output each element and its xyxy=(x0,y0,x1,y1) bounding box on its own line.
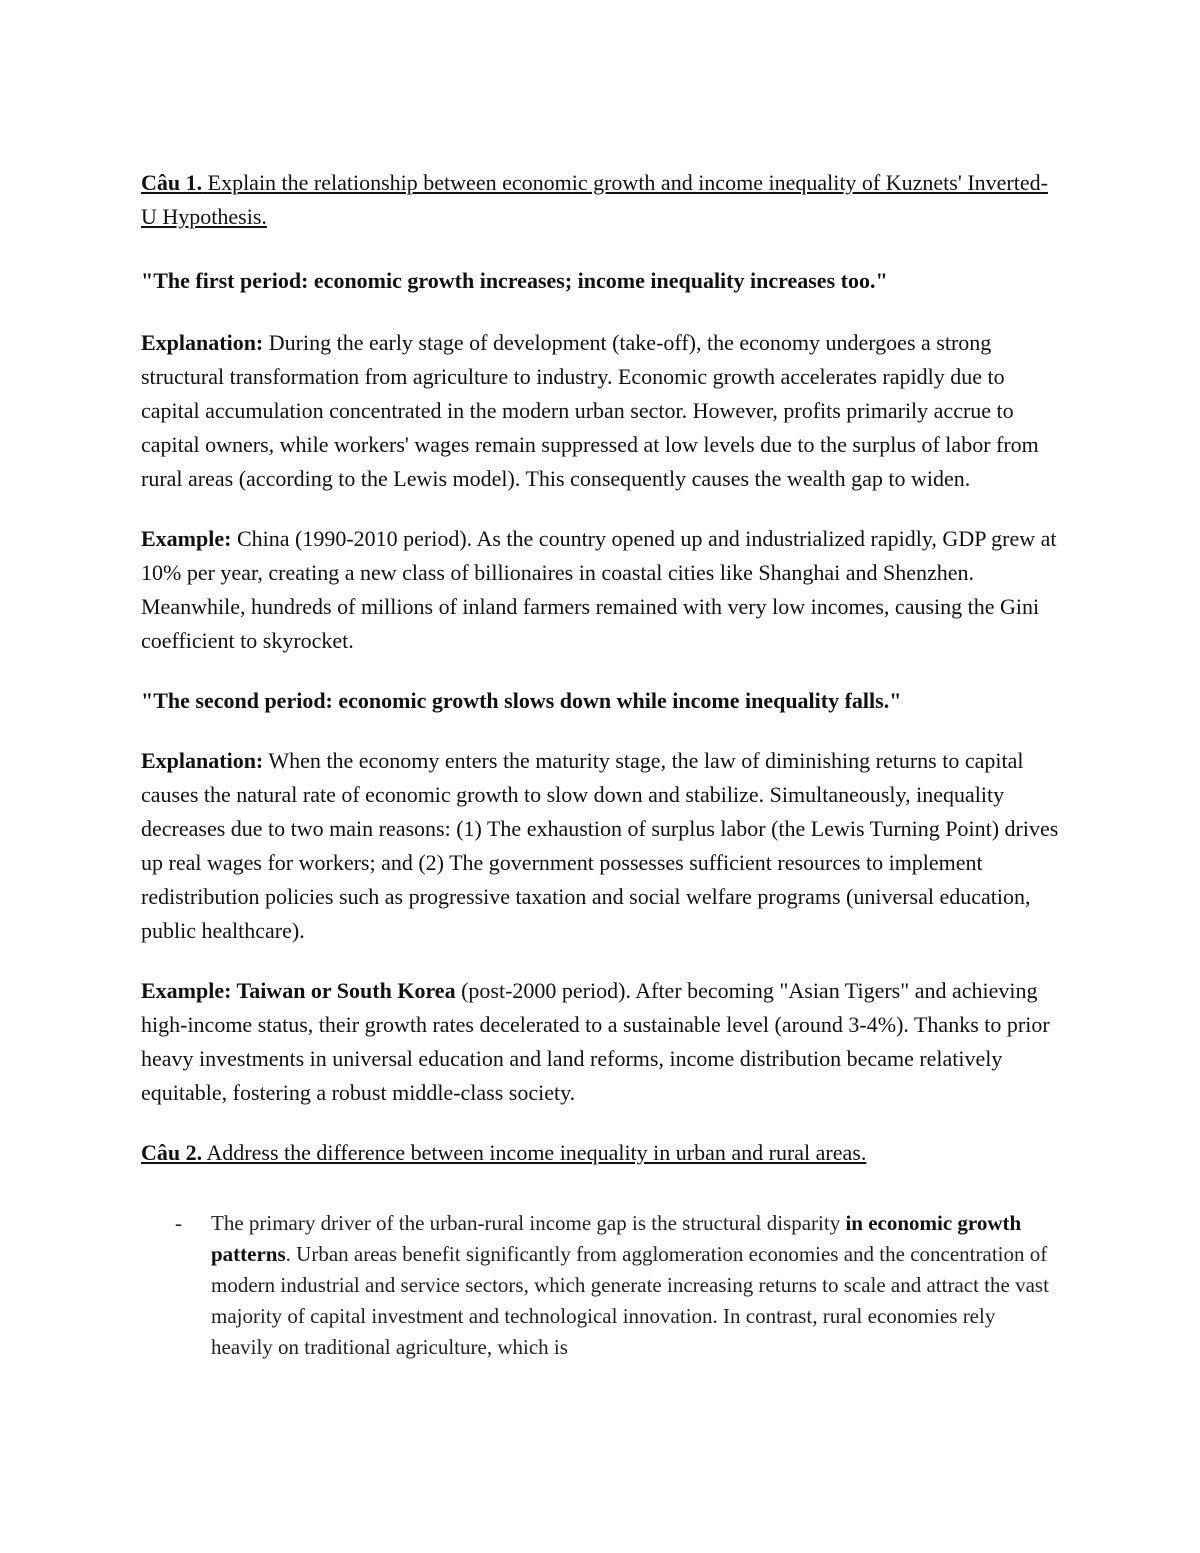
period-1-explanation-label: Explanation: xyxy=(141,330,264,355)
question-1-label: Câu 1. xyxy=(141,170,203,195)
bullet-dash: - xyxy=(175,1211,182,1235)
period-1-example-label: Example: xyxy=(141,526,232,551)
period-1-example xyxy=(141,522,1061,658)
document-page xyxy=(141,166,1061,1363)
question-1-text: Explain the relationship between economic growth and income inequality of Kuznets' Inverted-U Hypothesis. xyxy=(141,170,1048,229)
question-2-title xyxy=(141,1136,1061,1170)
period-2-explanation-label: Explanation: xyxy=(141,748,264,773)
period-2-example xyxy=(141,974,1061,1110)
period-2-example-label: Example: Taiwan or South Korea xyxy=(141,978,462,1003)
period-2-heading: "The second period: economic growth slows down while income inequality falls." xyxy=(141,688,902,713)
bullet-list xyxy=(141,1208,1061,1363)
period-2-example-text: . After becoming "Asian Tigers" and achieving high-income status, their growth rates decelerated to a sustainable level (around 3-4%). Thanks to prior heavy investments in universal education and land reforms, income distribution became relatively equitable, fostering a robust middle-class society. xyxy=(141,978,1050,1105)
period-2-explanation xyxy=(141,744,1061,948)
period-2-explanation-text: When the economy enters the maturity stage, the law of diminishing returns to capital causes the natural rate of economic growth to slow down and stabilize. Simultaneously, inequality decreases due to two main reasons: (1) The exhaustion of surplus labor (the Lewis Turning Point) drives up real wages for workers; and (2) The government possesses sufficient resources to implement redistribution policies such as progressive taxation and social welfare programs (universal education, public healthcare). xyxy=(141,748,1059,943)
bullet-text-before: The primary driver of the urban-rural income gap is the structural disparity xyxy=(211,1211,846,1235)
list-item xyxy=(141,1208,1061,1363)
period-2-example-paren: (post-2000 period) xyxy=(461,978,626,1003)
period-1-explanation xyxy=(141,326,1061,496)
question-1-title xyxy=(141,166,1061,234)
period-1-example-text: China (1990-2010 period). As the country opened up and industrialized rapidly, GDP grew at 10% per year, creating a new class of billionaires in coastal cities like Shanghai and Shenzhen. Meanwhile, hundreds of millions of inland farmers remained with very low incomes, causing the Gini coefficient to skyrocket. xyxy=(141,526,1057,653)
bullet-text-after: . Urban areas benefit significantly from agglomeration economies and the concentration of modern industrial and service sectors, which generate increasing returns to scale and attract the vast majority of capital investment and technological innovation. In contrast, rural economies rely heavily on traditional agriculture, which is xyxy=(211,1242,1049,1359)
period-1-heading: "The first period: economic growth increases; income inequality increases too." xyxy=(141,268,888,293)
period-1-explanation-text: During the early stage of development (take-off), the economy undergoes a strong structural transformation from agriculture to industry. Economic growth accelerates rapidly due to capital accumulation concentrated in the modern urban sector. However, profits primarily accrue to capital owners, while workers' wages remain suppressed at low levels due to the surplus of labor from rural areas (according to the Lewis model). This consequently causes the wealth gap to widen. xyxy=(141,330,1039,491)
question-2-label: Câu 2. xyxy=(141,1140,203,1165)
question-2-text: Address the difference between income inequality in urban and rural areas. xyxy=(202,1140,867,1165)
bullet-bold-text: in economic growth patterns xyxy=(211,1211,1022,1266)
